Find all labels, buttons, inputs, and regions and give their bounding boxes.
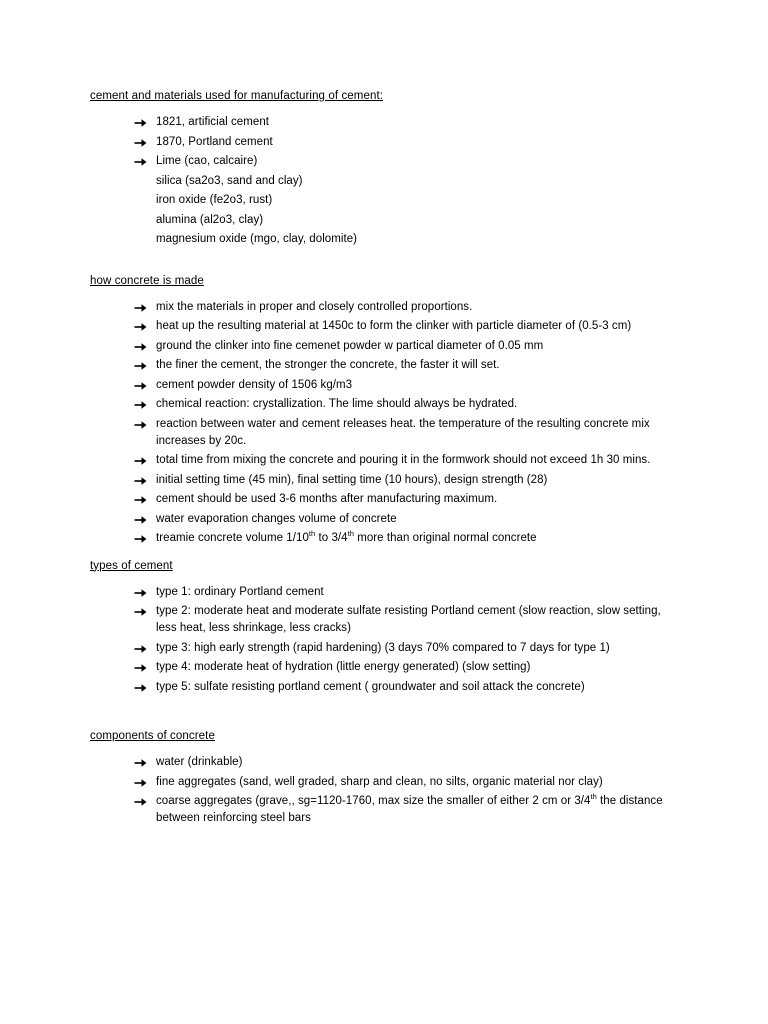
arrow-bullet-icon: [134, 114, 156, 128]
arrow-bullet-icon: [134, 774, 156, 788]
bullet-text: heat up the resulting material at 1450c to form the clinker with particle diameter of (0.5-3 cm): [156, 320, 632, 332]
bullet-text: ground the clinker into fine cemenet powder w partical diameter of 0.05 mm: [156, 339, 544, 352]
continuation-line: [134, 212, 676, 229]
bullet-text: the finer the cement, the stronger the concrete, the faster it will set.: [156, 359, 500, 371]
arrow-bullet-icon: [134, 299, 156, 313]
arrow-bullet-icon: [134, 338, 156, 352]
section-heading: cement and materials used for manufacturing of cement:: [90, 90, 384, 102]
section-spacer: [90, 550, 676, 558]
bullet-item: [134, 318, 676, 335]
bullet-list: [90, 299, 676, 548]
bullet-item: [134, 299, 676, 316]
bullet-text: water evaporation changes volume of concrete: [156, 512, 397, 525]
document-section: [90, 88, 676, 248]
arrow-bullet-icon: [134, 530, 156, 544]
arrow-bullet-icon: [134, 511, 156, 525]
bullet-text: Lime (cao, calcaire): [156, 155, 258, 167]
bullet-item: [134, 659, 676, 676]
bullet-text: type 5: sulfate resisting portland cement ( groundwater and soil attack the concrete): [156, 680, 585, 693]
arrow-bullet-icon: [134, 491, 156, 505]
bullet-text: type 3: high early strength (rapid hardening) (3 days 70% compared to 7 days for type 1): [156, 641, 610, 654]
bullet-text: treamie concrete volume 1/10th to 3/4th more than original normal concrete: [156, 529, 537, 544]
bullet-text: type 4: moderate heat of hydration (little energy generated) (slow setting): [156, 661, 531, 673]
bullet-text: mix the materials in proper and closely controlled proportions.: [156, 300, 473, 313]
bullet-text: water (drinkable): [156, 756, 243, 768]
document-section: [90, 558, 676, 696]
bullet-text: chemical reaction: crystallization. The lime should always be hydrated.: [156, 398, 518, 410]
bullet-item: [134, 679, 676, 696]
section-heading: types of cement: [90, 559, 173, 572]
bullet-item: [134, 377, 676, 394]
bullet-text: magnesium oxide (mgo, clay, dolomite): [156, 233, 358, 245]
bullet-text: fine aggregates (sand, well graded, sharp and clean, no silts, organic material nor clay): [156, 775, 603, 788]
arrow-bullet-icon: [134, 377, 156, 391]
bullet-item: [134, 491, 676, 508]
section-spacer: [90, 251, 676, 273]
bullet-text: initial setting time (45 min), final setting time (10 hours), design strength (28): [156, 473, 548, 486]
bullet-item: [134, 153, 676, 170]
arrow-bullet-icon: [134, 584, 156, 598]
arrow-bullet-icon: [134, 318, 156, 332]
bullet-item: [134, 511, 676, 528]
bullet-item: [134, 452, 676, 469]
bullet-item: [134, 584, 676, 601]
bullet-item: [134, 603, 676, 637]
bullet-item: [134, 754, 676, 771]
bullet-item: [134, 396, 676, 413]
bullet-text: type 1: ordinary Portland cement: [156, 585, 324, 598]
bullet-item: [134, 134, 676, 151]
section-heading: how concrete is made: [90, 274, 204, 287]
bullet-item: [134, 774, 676, 791]
arrow-bullet-icon: [134, 396, 156, 410]
continuation-line: [134, 173, 676, 190]
bullet-list: [90, 754, 676, 827]
arrow-bullet-icon: [134, 416, 156, 430]
bullet-item: [134, 114, 676, 131]
bullet-item: [134, 357, 676, 374]
bullet-text: total time from mixing the concrete and pouring it in the formwork should not exceed 1h 30 mins.: [156, 454, 651, 466]
arrow-bullet-icon: [134, 452, 156, 466]
bullet-text: coarse aggregates (grave,, sg=1120-1760, max size the smaller of either 2 cm or 3/4th the distance between reinforcing steel bars: [156, 792, 663, 824]
bullet-text: cement should be used 3-6 months after manufacturing maximum.: [156, 493, 498, 505]
arrow-bullet-icon: [134, 472, 156, 486]
bullet-text: alumina (al2o3, clay): [156, 213, 264, 226]
arrow-bullet-icon: [134, 603, 156, 617]
bullet-text: cement powder density of 1506 kg/m3: [156, 378, 353, 391]
bullet-text: type 2: moderate heat and moderate sulfate resisting Portland cement (slow reaction, slow setting, less heat, less shrinkage, less cracks): [156, 605, 661, 634]
bullet-item: [134, 416, 676, 450]
bullet-list: [90, 584, 676, 696]
document-section: [90, 728, 676, 827]
arrow-bullet-icon: [134, 134, 156, 148]
arrow-bullet-icon: [134, 679, 156, 693]
arrow-bullet-icon: [134, 153, 156, 167]
section-heading: components of concrete: [90, 730, 215, 742]
arrow-bullet-icon: [134, 357, 156, 371]
arrow-bullet-icon: [134, 793, 156, 807]
bullet-list: [90, 114, 676, 248]
bullet-item: [134, 530, 676, 547]
bullet-text: silica (sa2o3, sand and clay): [156, 174, 303, 187]
bullet-item: [134, 472, 676, 489]
continuation-line: [134, 192, 676, 209]
bullet-text: iron oxide (fe2o3, rust): [156, 194, 273, 206]
document-body: [90, 88, 676, 827]
bullet-text: 1870, Portland cement: [156, 135, 273, 148]
bullet-item: [134, 338, 676, 355]
arrow-bullet-icon: [134, 640, 156, 654]
section-spacer: [90, 698, 676, 728]
document-section: [90, 273, 676, 548]
bullet-text: 1821, artificial cement: [156, 116, 270, 128]
arrow-bullet-icon: [134, 659, 156, 673]
bullet-text: reaction between water and cement releases heat. the temperature of the resulting concrete mix increases by 20c.: [156, 417, 650, 447]
bullet-item: [134, 793, 676, 827]
arrow-bullet-icon: [134, 754, 156, 768]
continuation-line: [134, 231, 676, 248]
bullet-item: [134, 640, 676, 657]
